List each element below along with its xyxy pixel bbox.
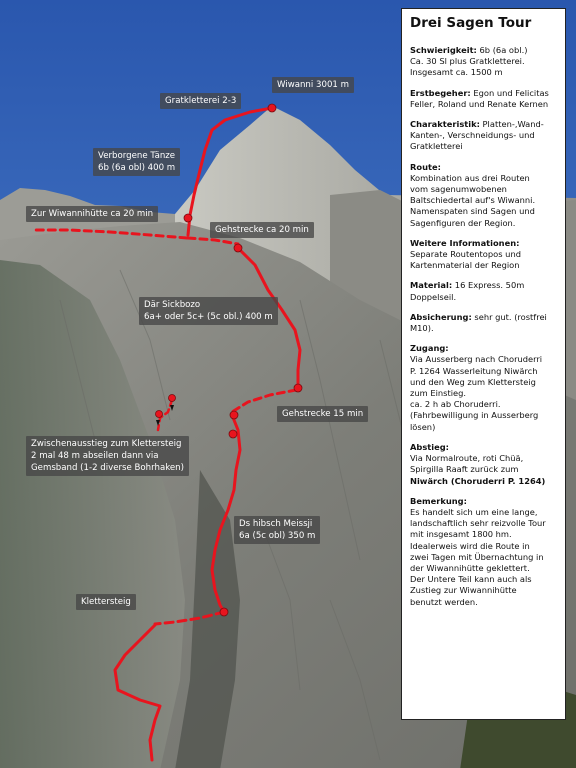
section-material [410,280,558,302]
remark-line-3: Idealerweis wird die Route in [410,540,530,551]
point-sickbozo-end [294,384,302,392]
difficulty-line-1: Ca. 30 Sl plus Gratkletterei. [410,56,525,67]
label-sickbozo-name: Där Sickbozo [144,300,201,310]
label-meissji-name: Ds hibsch Meissji [239,519,313,529]
label-hidden-dances-grade: 6b (6a obl) 400 m [98,163,176,173]
character-heading: Charakteristik: [410,119,480,130]
point-meissji-top [230,411,238,419]
section-more-info [410,238,558,272]
remark-line-0: Es handelt sich um eine lange, [410,506,538,517]
label-ridge-climb: Gratkletterei 2-3 [160,93,241,109]
label-to-hut: Zur Wiwannihütte ca 20 min [26,206,158,222]
panel-title: Drei Sagen Tour [410,15,532,31]
approach-line-2: und den Weg zum Klettersteig [410,376,536,387]
material-line-1: Doppelseil. [410,291,457,302]
remark-line-5: der Wiwannihütte geklettert. [410,562,530,573]
more-info-line-0: Separate Routentopos und [410,249,521,260]
point-summit [268,104,276,112]
label-hidden-dances-name: Verborgene Tänze [98,151,176,161]
section-descent [410,442,558,487]
label-hidden-dances [93,148,180,176]
label-exit-line1: Zwischenausstieg zum Klettersteig [31,439,182,449]
label-walk-upper: Gehstrecke ca 20 min [210,222,314,238]
label-sickbozo-grade: 6a+ oder 5c+ (5c obl.) 400 m [144,312,273,322]
remark-line-8: benutzt werden. [410,596,478,607]
first-ascent-heading: Erstbegeher: [410,87,471,98]
remark-heading: Bemerkung: [410,495,467,506]
character-line-2: Gratkletterei [410,141,463,152]
point-sickbozo-start [234,244,242,252]
first-ascent-line-0: Egon und Felicitas [470,87,549,98]
section-first-ascent [410,88,558,110]
descent-heading: Abstieg: [410,441,449,452]
character-line-1: Kanten-, Verschneidungs- und [410,130,535,141]
approach-line-4: ca. 2 h ab Choruderri. [410,399,501,410]
section-remark [410,496,558,608]
character-line-0: Platten-,Wand- [479,119,544,130]
descent-line-1: Spirgilla Raaft zurück zum [410,464,519,475]
descent-line-0: Via Normalroute, roti Chüä, [410,453,524,464]
remark-line-1: landschaftlich sehr reizvolle Tour [410,518,546,529]
more-info-heading: Weitere Informationen: [410,237,520,248]
label-via-ferrata: Klettersteig [76,594,136,610]
remark-line-7: Zustieg zur Wiwannihütte [410,585,517,596]
label-intermediate-exit [26,436,189,476]
label-meissji [234,516,320,544]
first-ascent-line-1: Feller, Roland und Renate Kernen [410,98,549,109]
label-walk-middle: Gehstrecke 15 min [277,406,368,422]
approach-line-3: zum Einstieg. [410,388,467,399]
label-exit-line3: Gemsband (1-2 diverse Bohrhaken) [31,463,184,473]
difficulty-line-2: Insgesamt ca. 1500 m [410,67,503,78]
route-line-1: vom sagenumwobenen [410,184,507,195]
remark-line-2: mit insgesamt 1800 hm. [410,529,512,540]
route-line-0: Kombination aus drei Routen [410,172,530,183]
info-panel [401,8,566,720]
route-line-4: Sagenfiguren der Region. [410,217,516,228]
label-sickbozo [139,297,278,325]
point-meissji-bottom [220,608,228,616]
difficulty-heading: Schwierigkeit: [410,45,477,55]
remark-line-4: zwei Tagen mit Übernachtung in [410,551,544,562]
section-protection [410,312,558,334]
remark-line-6: Der Untere Teil kann auch als [410,574,532,585]
point-meissji-mid [229,430,237,438]
descent-line-bold: Niwärch (Choruderri P. 1264) [410,475,546,486]
approach-line-1: P. 1264 Wasserleitung Niwärch [410,365,538,376]
section-difficulty [410,45,558,79]
approach-heading: Zugang: [410,343,449,354]
protection-line-1: M10). [410,323,434,334]
section-character [410,119,558,153]
approach-line-6: lösen) [410,421,436,432]
label-exit-line2: 2 mal 48 m abseilen dann via [31,451,159,461]
route-line-2: Baltschiedertal auf's Wiwanni. [410,195,536,206]
route-heading: Route: [410,161,441,172]
point-exit-top [169,395,176,402]
approach-line-0: Via Ausserberg nach Choruderri [410,354,543,365]
material-line-0: 16 Express. 50m [452,280,525,291]
section-approach [410,343,558,433]
difficulty-line-0: 6b (6a obl.) [476,45,528,55]
route-line-3: Namenspaten sind Sagen und [410,206,535,217]
label-meissji-grade: 6a (5c obl) 350 m [239,531,316,541]
approach-line-5: (Fahrbewilligung in Ausserberg [410,410,539,421]
more-info-line-1: Kartenmaterial der Region [410,260,520,271]
point-exit-bottom [156,411,163,418]
point-ridge-start [184,214,192,222]
section-route [410,162,558,229]
protection-line-0: sehr gut. (rostfrei [471,311,547,322]
protection-heading: Absicherung: [410,311,472,322]
label-summit: Wiwanni 3001 m [272,77,354,93]
material-heading: Material: [410,280,453,291]
